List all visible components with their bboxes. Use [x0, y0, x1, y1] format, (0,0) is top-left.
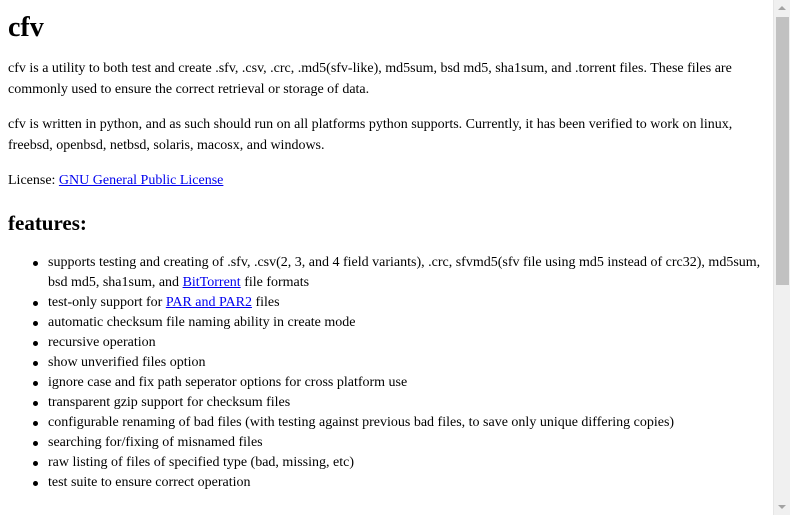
list-item-text: show unverified files option — [48, 355, 206, 370]
list-item-text: files — [251, 295, 280, 310]
scroll-up-button[interactable] — [774, 0, 790, 16]
bullet-icon — [33, 261, 38, 266]
features-list — [8, 253, 765, 493]
list-item — [48, 453, 765, 473]
list-item — [48, 473, 765, 493]
list-item — [48, 373, 765, 393]
license-paragraph — [8, 170, 765, 191]
bullet-icon — [33, 401, 38, 406]
arrow-down-icon — [778, 505, 786, 509]
list-item — [48, 413, 765, 433]
list-item — [48, 253, 765, 293]
list-item — [48, 313, 765, 333]
list-item-text: test-only support for — [48, 295, 166, 310]
bullet-icon — [33, 481, 38, 486]
list-item-text: recursive operation — [48, 335, 156, 350]
bullet-icon — [33, 361, 38, 366]
bullet-icon — [33, 441, 38, 446]
bullet-icon — [33, 421, 38, 426]
list-item-text: searching for/fixing of misnamed files — [48, 435, 263, 450]
bullet-icon — [33, 461, 38, 466]
list-item-text: file formats — [240, 275, 310, 290]
page-content — [0, 12, 773, 493]
list-item-text: transparent gzip support for checksum files — [48, 395, 291, 410]
scrollbar-thumb[interactable] — [776, 17, 789, 285]
platforms-paragraph: cfv is written in python, and as such should run on all platforms python supports. Currently, it has been verified to work on linux, freebsd, openbsd, netbsd, solaris, macosx, and windows. — [8, 117, 733, 153]
gpl-link[interactable]: GNU General Public License — [58, 173, 224, 188]
page-title: cfv — [8, 12, 44, 43]
list-item-text: raw listing of files of specified type (bad, missing, etc) — [48, 455, 354, 470]
list-item-text: supports testing and creating of .sfv, .csv(2, 3, and 4 field variants), .crc, sfvmd5(sfv file using md5 instead of crc32), md5sum, bsd md5, sha1sum, and — [48, 255, 761, 290]
list-item — [48, 293, 765, 313]
list-item — [48, 353, 765, 373]
list-item — [48, 433, 765, 453]
bullet-icon — [33, 321, 38, 326]
features-heading: features: — [8, 211, 87, 235]
bullet-icon — [33, 381, 38, 386]
par-link[interactable]: PAR and PAR2 — [165, 295, 252, 310]
intro-paragraph: cfv is a utility to both test and create .sfv, .csv, .crc, .md5(sfv-like), md5sum, bsd md5, sha1sum, and .torrent files. These files are commonly used to ensure the correct retrieval or storage of data. — [8, 61, 732, 97]
scroll-down-button[interactable] — [774, 499, 790, 515]
list-item-text: ignore case and fix path seperator options for cross platform use — [48, 375, 408, 390]
list-item-text: automatic checksum file naming ability in create mode — [48, 315, 356, 330]
bittorrent-link[interactable]: BitTorrent — [182, 275, 241, 290]
license-label: License: — [8, 173, 59, 188]
bullet-icon — [33, 301, 38, 306]
bullet-icon — [33, 341, 38, 346]
list-item-text: test suite to ensure correct operation — [48, 475, 251, 490]
list-item-text: configurable renaming of bad files (with testing against previous bad files, to save only unique differing copies) — [48, 415, 675, 430]
arrow-up-icon — [778, 6, 786, 10]
list-item — [48, 393, 765, 413]
vertical-scrollbar[interactable] — [773, 0, 790, 515]
list-item — [48, 333, 765, 353]
